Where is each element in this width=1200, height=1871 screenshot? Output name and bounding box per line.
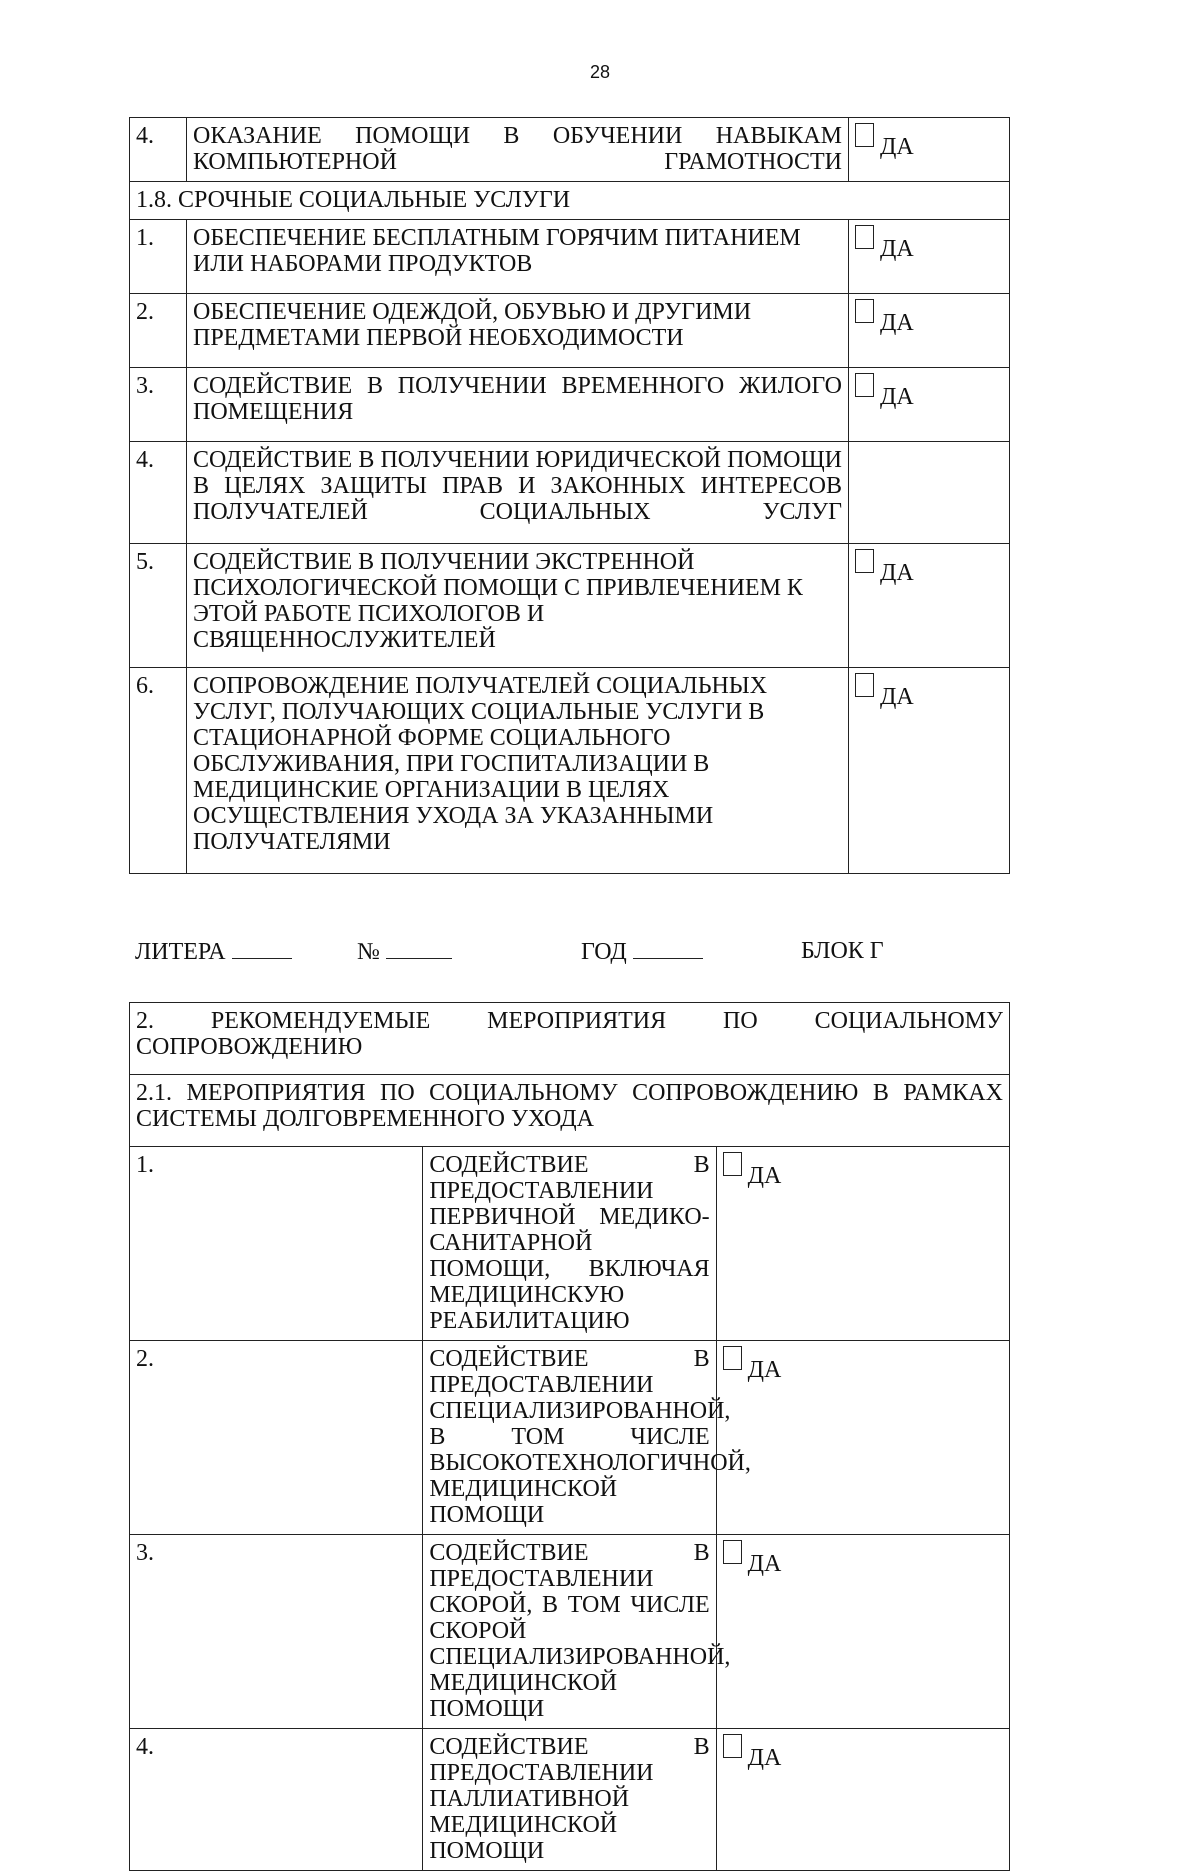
- section-header: 2.1. МЕРОПРИЯТИЯ ПО СОЦИАЛЬНОМУ СОПРОВОЖДЕНИЮ В РАМКАХ СИСТЕМЫ ДОЛГОВРЕМЕННОГО УХОДА: [130, 1075, 1010, 1147]
- table-row: [130, 1535, 1010, 1729]
- row-number: 4.: [130, 442, 187, 544]
- table-row: [130, 220, 1010, 294]
- checkbox-box[interactable]: [855, 225, 874, 249]
- row-description: СОДЕЙСТВИЕ В ПРЕДОСТАВЛЕНИИ ПЕРВИЧНОЙ МЕДИКО-САНИТАРНОЙ ПОМОЩИ, ВКЛЮЧАЯ МЕДИЦИНСКУЮ РЕАБИЛИТАЦИЮ: [423, 1147, 716, 1341]
- row-description: ОКАЗАНИЕ ПОМОЩИ В ОБУЧЕНИИ НАВЫКАМ КОМПЬЮТЕРНОЙ ГРАМОТНОСТИ: [187, 118, 849, 182]
- empty-check-cell: [849, 442, 1010, 544]
- row-number: 3.: [130, 1535, 423, 1729]
- row-description: СОДЕЙСТВИЕ В ПОЛУЧЕНИИ ВРЕМЕННОГО ЖИЛОГО ПОМЕЩЕНИЯ: [187, 368, 849, 442]
- section-row: [130, 1003, 1010, 1075]
- checkbox-label: ДА: [747, 1357, 782, 1383]
- table-row: [130, 368, 1010, 442]
- page-number: 28: [589, 62, 611, 82]
- block-label: БЛОК Г: [801, 938, 884, 964]
- row-description: СОДЕЙСТВИЕ В ПРЕДОСТАВЛЕНИИ СПЕЦИАЛИЗИРОВАННОЙ, В ТОМ ЧИСЛЕ ВЫСОКОТЕХНОЛОГИЧНОЙ, МЕДИЦИНСКОЙ ПОМОЩИ: [423, 1341, 716, 1535]
- table-row: [130, 118, 1010, 182]
- form-meta-line: [135, 938, 1015, 968]
- table-row: [130, 294, 1010, 368]
- checkbox-label: ДА: [747, 1163, 782, 1189]
- checkbox-box[interactable]: [855, 299, 874, 323]
- services-table-1: [129, 117, 1010, 874]
- section-row: [130, 1075, 1010, 1147]
- yes-checkbox[interactable]: [849, 118, 1010, 182]
- checkbox-box[interactable]: [855, 549, 874, 573]
- yes-checkbox[interactable]: [716, 1341, 1009, 1535]
- yes-checkbox[interactable]: [849, 294, 1010, 368]
- checkbox-label: ДА: [880, 134, 914, 160]
- checkbox-label: ДА: [880, 310, 914, 336]
- checkbox-box[interactable]: [723, 1734, 742, 1758]
- section-header: 1.8. СРОЧНЫЕ СОЦИАЛЬНЫЕ УСЛУГИ: [130, 182, 1010, 220]
- row-description: ОБЕСПЕЧЕНИЕ БЕСПЛАТНЫМ ГОРЯЧИМ ПИТАНИЕМ ИЛИ НАБОРАМИ ПРОДУКТОВ: [187, 220, 849, 294]
- checkbox-label: ДА: [880, 236, 914, 262]
- section-row: [130, 182, 1010, 220]
- row-number: 3.: [130, 368, 187, 442]
- checkbox-label: ДА: [747, 1745, 782, 1771]
- checkbox-label: ДА: [747, 1551, 782, 1577]
- table-row: [130, 442, 1010, 544]
- litera-field: [135, 938, 292, 966]
- number-blank[interactable]: [386, 938, 452, 959]
- year-field: [581, 938, 703, 966]
- litera-blank[interactable]: [232, 938, 292, 959]
- yes-checkbox[interactable]: [716, 1535, 1009, 1729]
- checkbox-box[interactable]: [855, 673, 874, 697]
- table-row: [130, 668, 1010, 874]
- yes-checkbox[interactable]: [849, 368, 1010, 442]
- yes-checkbox[interactable]: [849, 220, 1010, 294]
- row-number: 5.: [130, 544, 187, 668]
- checkbox-box[interactable]: [723, 1152, 742, 1176]
- section-header: 2. РЕКОМЕНДУЕМЫЕ МЕРОПРИЯТИЯ ПО СОЦИАЛЬНОМУ СОПРОВОЖДЕНИЮ: [130, 1003, 1010, 1075]
- number-label: №: [357, 939, 380, 965]
- row-description: ОБЕСПЕЧЕНИЕ ОДЕЖДОЙ, ОБУВЬЮ И ДРУГИМИ ПРЕДМЕТАМИ ПЕРВОЙ НЕОБХОДИМОСТИ: [187, 294, 849, 368]
- row-number: 1.: [130, 1147, 423, 1341]
- table-row: [130, 1147, 1010, 1341]
- row-number: 2.: [130, 294, 187, 368]
- row-description: СОДЕЙСТВИЕ В ПОЛУЧЕНИИ ЭКСТРЕННОЙ ПСИХОЛОГИЧЕСКОЙ ПОМОЩИ С ПРИВЛЕЧЕНИЕМ К ЭТОЙ РАБОТЕ ПСИХОЛОГОВ И СВЯЩЕННОСЛУЖИТЕЛЕЙ: [187, 544, 849, 668]
- yes-checkbox[interactable]: [849, 544, 1010, 668]
- table-row: [130, 544, 1010, 668]
- year-blank[interactable]: [633, 938, 703, 959]
- services-table-2: [129, 1002, 1010, 1871]
- litera-label: ЛИТЕРА: [135, 939, 226, 965]
- checkbox-box[interactable]: [723, 1346, 742, 1370]
- row-description: СОПРОВОЖДЕНИЕ ПОЛУЧАТЕЛЕЙ СОЦИАЛЬНЫХ УСЛУГ, ПОЛУЧАЮЩИХ СОЦИАЛЬНЫЕ УСЛУГИ В СТАЦИОНАРНОЙ ФОРМЕ СОЦИАЛЬНОГО ОБСЛУЖИВАНИЯ, ПРИ ГОСПИТАЛИЗАЦИИ В МЕДИЦИНСКИЕ ОРГАНИЗАЦИИ В ЦЕЛЯХ ОСУЩЕСТВЛЕНИЯ УХОДА ЗА УКАЗАННЫМИ ПОЛУЧАТЕЛЯМИ: [187, 668, 849, 874]
- row-number: 6.: [130, 668, 187, 874]
- checkbox-label: ДА: [880, 560, 914, 586]
- row-number: 2.: [130, 1341, 423, 1535]
- row-number: 4.: [130, 118, 187, 182]
- checkbox-box[interactable]: [855, 373, 874, 397]
- yes-checkbox[interactable]: [716, 1729, 1009, 1871]
- row-number: 1.: [130, 220, 187, 294]
- checkbox-box[interactable]: [855, 123, 874, 147]
- row-description: СОДЕЙСТВИЕ В ПРЕДОСТАВЛЕНИИ СКОРОЙ, В ТОМ ЧИСЛЕ СКОРОЙ СПЕЦИАЛИЗИРОВАННОЙ, МЕДИЦИНСКОЙ ПОМОЩИ: [423, 1535, 716, 1729]
- yes-checkbox[interactable]: [716, 1147, 1009, 1341]
- checkbox-box[interactable]: [723, 1540, 742, 1564]
- table-row: [130, 1341, 1010, 1535]
- year-label: ГОД: [581, 939, 627, 965]
- row-description: СОДЕЙСТВИЕ В ПРЕДОСТАВЛЕНИИ ПАЛЛИАТИВНОЙ МЕДИЦИНСКОЙ ПОМОЩИ: [423, 1729, 716, 1871]
- checkbox-label: ДА: [880, 384, 914, 410]
- row-description: СОДЕЙСТВИЕ В ПОЛУЧЕНИИ ЮРИДИЧЕСКОЙ ПОМОЩИ В ЦЕЛЯХ ЗАЩИТЫ ПРАВ И ЗАКОННЫХ ИНТЕРЕСОВ ПОЛУЧАТЕЛЕЙ СОЦИАЛЬНЫХ УСЛУГ: [187, 442, 849, 544]
- yes-checkbox[interactable]: [849, 668, 1010, 874]
- row-number: 4.: [130, 1729, 423, 1871]
- number-field: [357, 938, 452, 966]
- table-row: [130, 1729, 1010, 1871]
- checkbox-label: ДА: [880, 684, 914, 710]
